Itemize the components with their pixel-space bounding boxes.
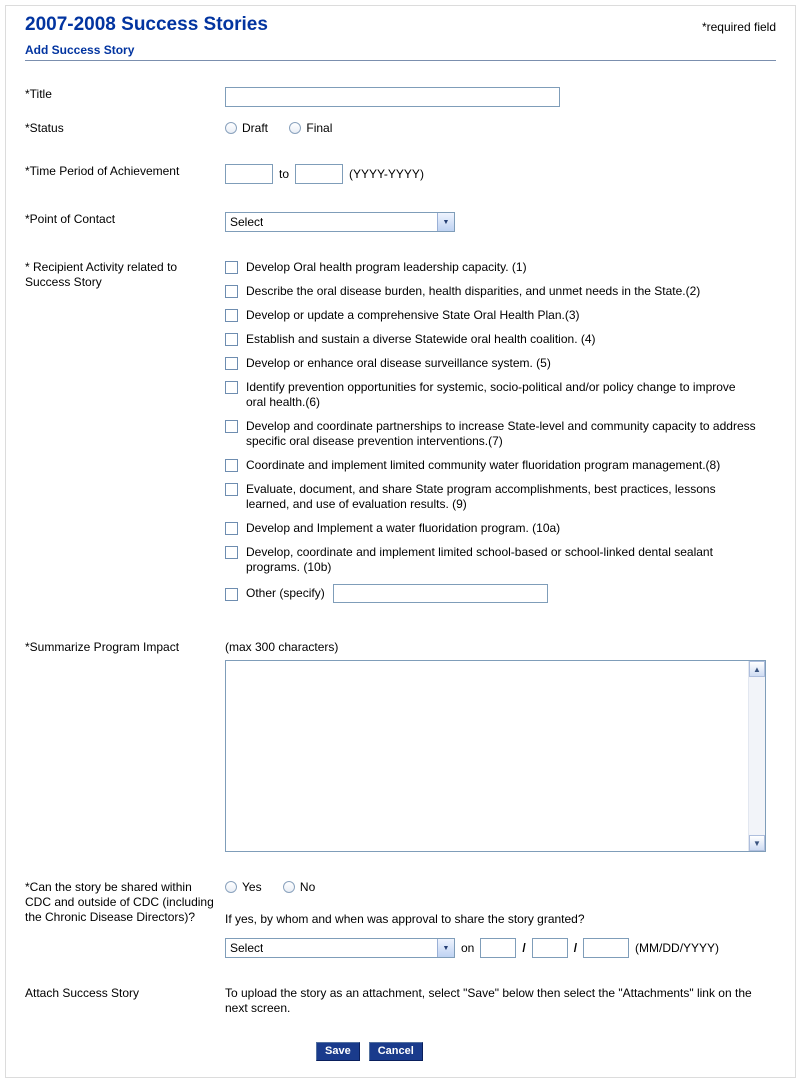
attach-instructions: To upload the story as an attachment, select "Save" below then select the "Attachments" link on the next screen. <box>225 986 752 1015</box>
approver-select[interactable] <box>225 938 455 958</box>
program-impact-textarea[interactable] <box>225 660 766 852</box>
title-label: *Title <box>25 87 52 101</box>
textarea-scrollbar[interactable] <box>748 661 765 851</box>
date-format-hint: (MM/DD/YYYY) <box>635 940 720 955</box>
time-period-format-hint: (YYYY-YYYY) <box>349 166 424 181</box>
activity-option-label: Develop and Implement a water fluoridation program. (10a) <box>246 521 561 535</box>
activity-checkbox-5[interactable] <box>225 357 238 370</box>
program-impact-row <box>25 640 776 852</box>
approval-day-input[interactable] <box>532 938 568 958</box>
cancel-button[interactable]: Cancel <box>369 1042 423 1061</box>
activity-option-label: Develop and coordinate partnerships to increase State-level and community capacity to address specific oral disease prevention interventions.(7) <box>246 419 756 448</box>
approval-year-input[interactable] <box>583 938 629 958</box>
activity-checkbox-10b[interactable] <box>225 546 238 559</box>
chevron-down-icon: ▼ <box>437 939 454 957</box>
share-no-label: No <box>299 880 316 894</box>
attach-label: Attach Success Story <box>25 986 140 1000</box>
title-input[interactable] <box>225 87 560 107</box>
activity-option-label: Coordinate and implement limited community water fluoridation program management.(8) <box>246 458 721 472</box>
activity-option-row <box>225 308 776 323</box>
share-story-label: *Can the story be shared within CDC and outside of CDC (including the Chronic Disease Directors)? <box>25 880 214 924</box>
activity-option-label: Identify prevention opportunities for systemic, socio-political and/or policy change to improve oral health.(6) <box>246 380 736 409</box>
time-period-row <box>25 164 776 184</box>
activity-option-row <box>225 419 776 449</box>
point-of-contact-row <box>25 212 776 232</box>
attach-row <box>25 986 776 1016</box>
activity-other-row <box>225 584 776 603</box>
share-yes-radio[interactable] <box>225 881 237 893</box>
share-radio-group <box>225 880 776 895</box>
program-impact-text-area-content[interactable] <box>226 661 748 851</box>
activity-option-row <box>225 545 776 575</box>
date-on-label: on <box>461 940 475 955</box>
activity-option-row <box>225 356 776 371</box>
activity-checkbox-6[interactable] <box>225 381 238 394</box>
activity-option-label: Develop Oral health program leadership capacity. (1) <box>246 260 527 274</box>
activity-option-row <box>225 458 776 473</box>
activity-option-row <box>225 482 776 512</box>
activity-option-label: Describe the oral disease burden, health disparities, and unmet needs in the State.(2) <box>246 284 701 298</box>
activity-checkbox-7[interactable] <box>225 420 238 433</box>
activity-checkbox-10a[interactable] <box>225 522 238 535</box>
status-draft-label: Draft <box>242 121 269 135</box>
activity-option-label: Establish and sustain a diverse Statewide oral health coalition. (4) <box>246 332 596 346</box>
status-row <box>25 121 776 136</box>
save-button[interactable]: Save <box>316 1042 360 1061</box>
form-actions <box>25 1042 776 1061</box>
scroll-up-icon[interactable]: ▲ <box>749 661 765 677</box>
program-impact-label: *Summarize Program Impact <box>25 640 180 654</box>
header-divider <box>25 60 776 61</box>
activity-option-row <box>225 380 776 410</box>
section-title: Add Success Story <box>25 43 135 57</box>
status-final-radio[interactable] <box>289 122 301 134</box>
page-header <box>6 6 795 36</box>
recipient-activity-row <box>25 260 776 612</box>
activity-other-input[interactable] <box>333 584 548 603</box>
status-final-label: Final <box>306 121 333 135</box>
point-of-contact-selected-value: Select <box>230 214 264 229</box>
activity-option-row <box>225 260 776 275</box>
activity-checkbox-1[interactable] <box>225 261 238 274</box>
program-impact-hint: (max 300 characters) <box>225 640 339 654</box>
chevron-down-icon: ▼ <box>437 213 454 231</box>
approver-selected-value: Select <box>230 940 264 955</box>
share-no-radio[interactable] <box>283 881 295 893</box>
approval-month-input[interactable] <box>480 938 516 958</box>
activity-checkbox-8[interactable] <box>225 459 238 472</box>
required-field-note: *required field <box>701 20 776 34</box>
page-frame <box>5 5 796 1078</box>
activity-option-row <box>225 332 776 347</box>
activity-option-label: Evaluate, document, and share State program accomplishments, best practices, lessons learned, and use of evaluation results. (9) <box>246 482 716 511</box>
title-row <box>25 87 776 107</box>
activity-option-label: Develop or enhance oral disease surveillance system. (5) <box>246 356 551 370</box>
activity-checkbox-9[interactable] <box>225 483 238 496</box>
point-of-contact-label: *Point of Contact <box>25 212 116 226</box>
activity-other-label: Other (specify) <box>246 586 325 600</box>
page-title: 2007-2008 Success Stories <box>25 14 268 35</box>
date-separator: / <box>522 940 526 955</box>
activity-option-row <box>225 284 776 299</box>
time-period-start-input[interactable] <box>225 164 273 184</box>
share-yes-label: Yes <box>242 880 262 894</box>
share-approval-dateline <box>225 938 776 958</box>
scroll-down-icon[interactable]: ▼ <box>749 835 765 851</box>
activity-checkbox-4[interactable] <box>225 333 238 346</box>
time-period-label: *Time Period of Achievement <box>25 164 180 178</box>
status-label: *Status <box>25 121 64 135</box>
time-period-separator: to <box>279 166 290 181</box>
share-approval-question: If yes, by whom and when was approval to share the story granted? <box>225 912 585 926</box>
activity-other-checkbox[interactable] <box>225 588 238 601</box>
recipient-activity-label: * Recipient Activity related to Success Story <box>25 260 178 289</box>
add-success-story-form <box>6 87 795 1061</box>
activity-option-row <box>225 521 776 536</box>
status-draft-radio[interactable] <box>225 122 237 134</box>
activity-option-label: Develop or update a comprehensive State Oral Health Plan.(3) <box>246 308 580 322</box>
activity-option-label: Develop, coordinate and implement limited school-based or school-linked dental sealant programs. (10b) <box>246 545 713 574</box>
date-separator: / <box>573 940 578 955</box>
time-period-end-input[interactable] <box>295 164 343 184</box>
point-of-contact-select[interactable] <box>225 212 455 232</box>
share-story-row <box>25 880 776 958</box>
activity-checkbox-2[interactable] <box>225 285 238 298</box>
activity-checkbox-3[interactable] <box>225 309 238 322</box>
